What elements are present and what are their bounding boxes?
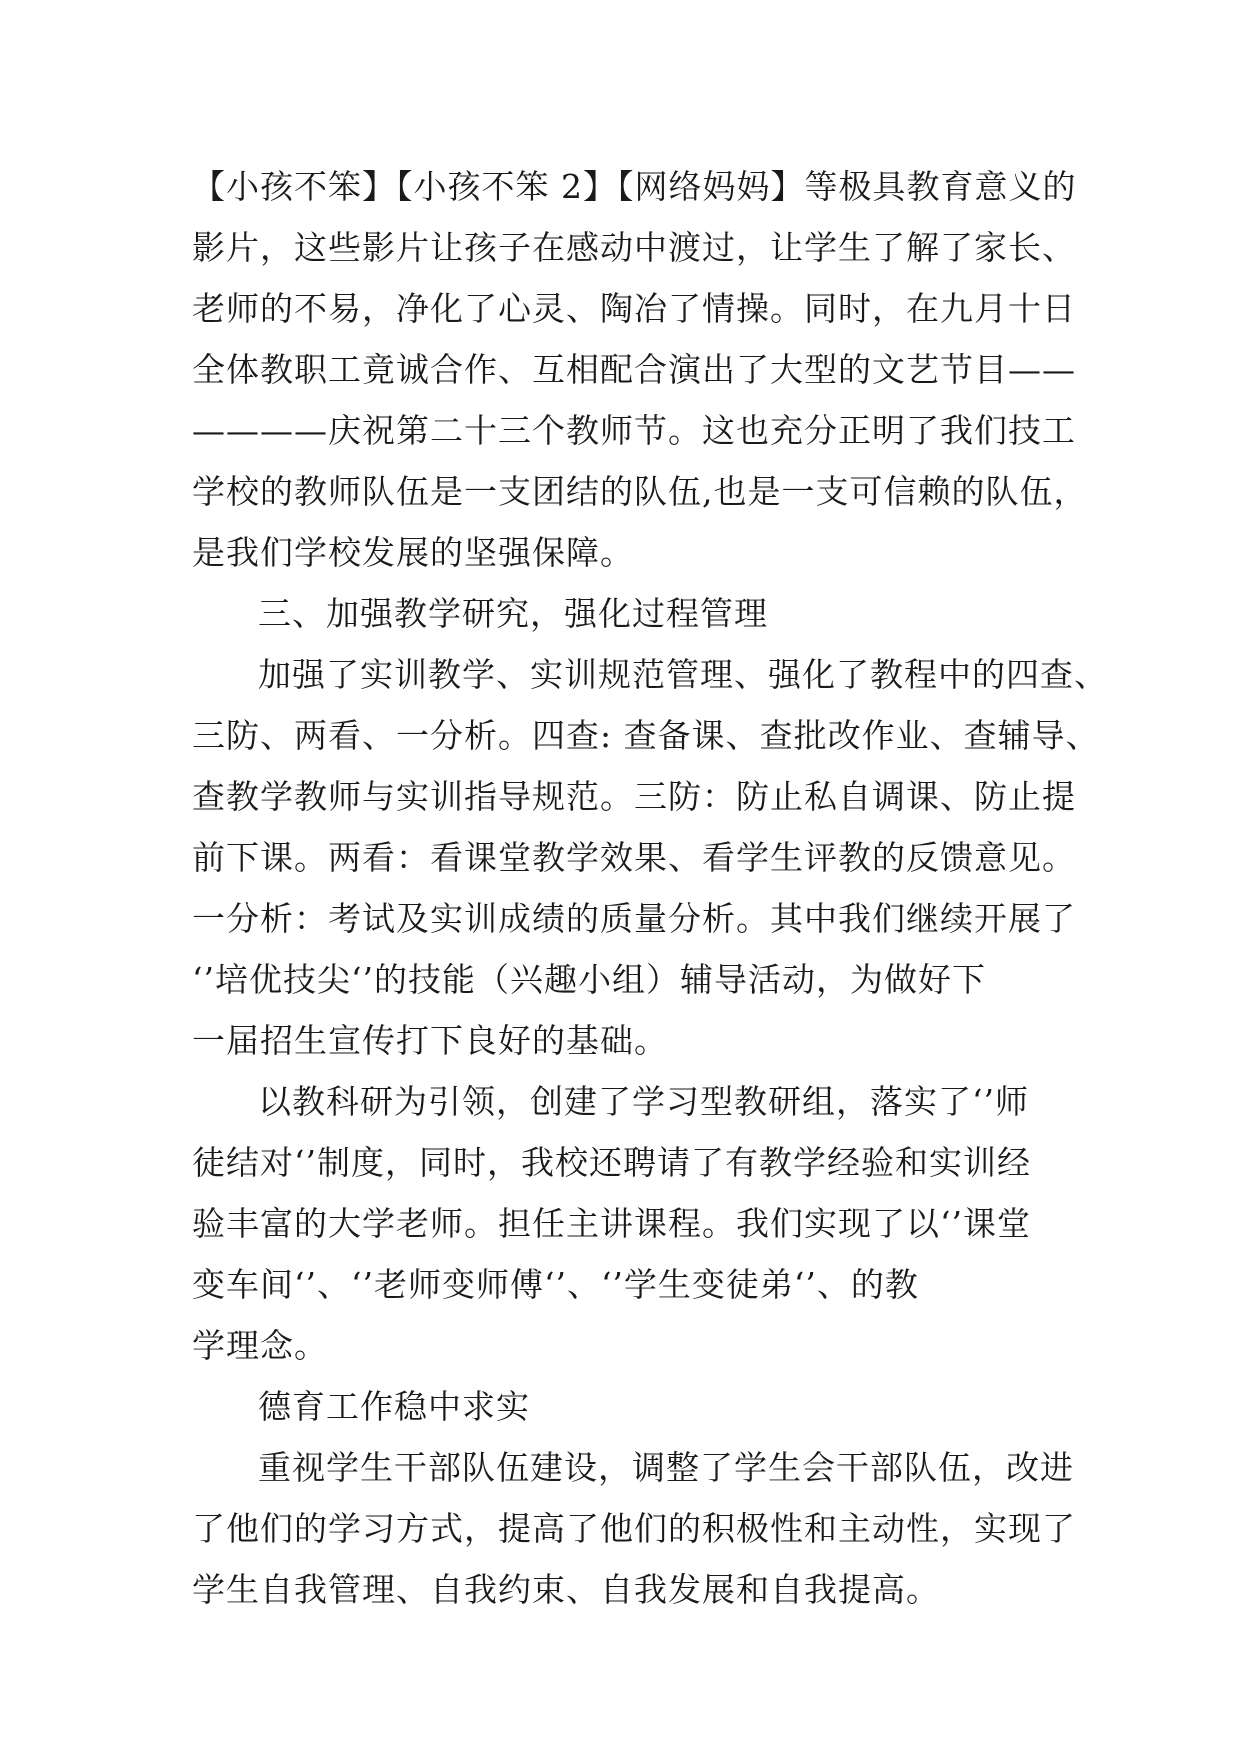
text-line: ————庆祝第二十三个教师节。这也充分正明了我们技工 [192, 411, 1076, 450]
text-line: 全体教职工竟诚合作、互相配合演出了大型的文艺节目—— [192, 350, 1076, 389]
text-line: 了他们的学习方式，提高了他们的积极性和主动性，实现了 [192, 1509, 1076, 1548]
document-body [192, 156, 1108, 1620]
text-line: 【小孩不笨】【小孩不笨 2】【网络妈妈】等极具教育意义的 [192, 167, 1077, 206]
section-heading: 三、加强教学研究，强化过程管理 [258, 594, 768, 633]
text-line: 徒结对‘’制度，同时，我校还聘请了有教学经验和实训经 [192, 1143, 1031, 1182]
text-line: 三防、两看、一分析。四查: 查备课、查批改作业、查辅导、 [192, 716, 1100, 755]
text-line: 是我们学校发展的坚强保障。 [192, 533, 634, 572]
text-line: 前下课。两看：看课堂教学效果、看学生评教的反馈意见。 [192, 838, 1076, 877]
text-line: 学校的教师队伍是一支团结的队伍,也是一支可信赖的队伍， [192, 472, 1088, 511]
paragraph-start: 重视学生干部队伍建设，调整了学生会干部队伍，改进 [258, 1448, 1074, 1487]
text-line: 验丰富的大学老师。担任主讲课程。我们实现了以‘’课堂 [192, 1204, 1031, 1243]
paragraph-start: 以教科研为引领，创建了学习型教研组，落实了‘’师 [258, 1082, 1029, 1121]
text-line: ‘’培优技尖‘’的技能（兴趣小组）辅导活动，为做好下 [192, 960, 986, 999]
text-line: 变车间‘’、‘’老师变师傅‘’、‘’学生变徒弟‘’、的教 [192, 1265, 919, 1304]
text-line: 影片，这些影片让孩子在感动中渡过，让学生了解了家长、 [192, 228, 1076, 267]
text-line: 学生自我管理、自我约束、自我发展和自我提高。 [192, 1570, 940, 1609]
text-line: 学理念。 [192, 1326, 328, 1365]
section-heading: 德育工作稳中求实 [258, 1387, 530, 1426]
text-line: 一届招生宣传打下良好的基础。 [192, 1021, 668, 1060]
text-line: 查教学教师与实训指导规范。三防：防止私自调课、防止提 [192, 777, 1076, 816]
text-line: 老师的不易，净化了心灵、陶冶了情操。同时，在九月十日 [192, 289, 1076, 328]
text-line: 一分析：考试及实训成绩的质量分析。其中我们继续开展了 [192, 899, 1076, 938]
paragraph-start: 加强了实训教学、实训规范管理、强化了教程中的四查、 [258, 655, 1108, 694]
